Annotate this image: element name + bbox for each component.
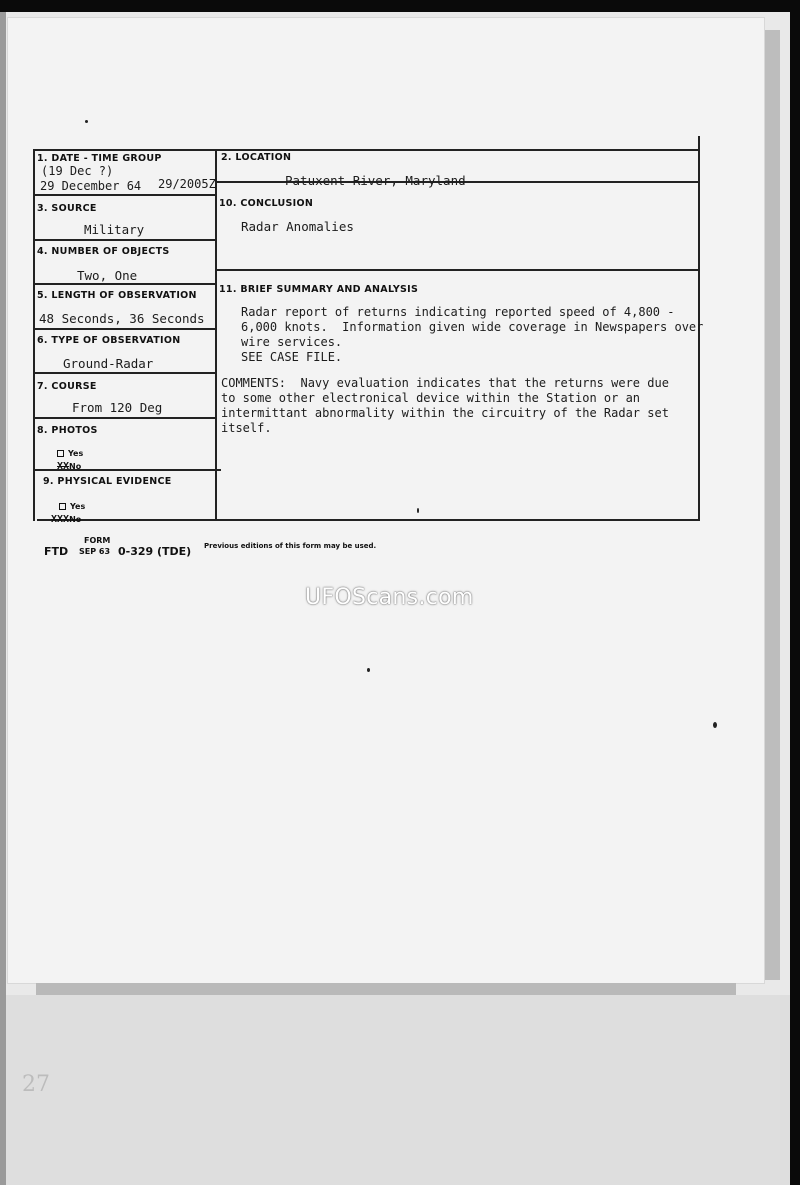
footer-note: Previous editions of this form may be used. [204,542,377,550]
location-value: Patuxent River, Maryland [285,173,466,188]
scan-right-border [790,0,800,1185]
row-line-4 [33,283,216,285]
footer-date: SEP 63 [79,547,111,556]
type-of-observation-value: Ground-Radar [63,356,154,371]
physical-evidence-no-mark: XXX [51,514,70,525]
date-value: 29 December 64 [40,179,142,193]
watermark: UFOScans.com [305,585,474,610]
footer-ftd: FTD [44,545,69,558]
row-line-7 [33,417,216,419]
row-line-1 [33,194,216,196]
source-header: 3. SOURCE [37,203,97,214]
comments-paragraph: COMMENTS: Navy evaluation indicates that the returns were due to some other electronical device within the Station or an intermittant abnormality within the circuitry of the Radar set itself. [221,376,669,435]
row-line-5 [33,328,216,330]
project-record-form [33,136,704,526]
form-top-line [33,149,700,151]
underlying-page [6,995,790,1185]
length-of-observation-header: 5. LENGTH OF OBSERVATION [37,290,197,301]
scan-top-border [0,0,800,12]
conclusion-bottom-line [216,269,700,271]
footer-form-label: FORM [84,536,111,545]
type-of-observation-header: 6. TYPE OF OBSERVATION [37,335,181,346]
physical-evidence-yes-checkbox [59,503,66,510]
time-value: 29/2005Z [158,177,216,191]
sheet-edge-right [762,30,780,980]
summary-paragraph: Radar report of returns indicating reported speed of 4,800 - 6,000 knots. Information given wide coverage in Newspapers over wire services. SEE CASE FILE. [241,305,704,364]
sheet-edge-bottom [36,983,736,995]
source-value: Military [84,222,145,237]
conclusion-header: 10. CONCLUSION [219,198,314,209]
photos-yes-checkbox [57,450,64,457]
physical-evidence-yes-option [59,502,85,511]
row-line-3 [33,239,216,241]
date-time-group-header: 1. DATE - TIME GROUP [37,153,162,164]
footer-form-number: 0-329 (TDE) [118,545,192,558]
faint-bleedthrough: 27 [22,1072,50,1097]
physical-evidence-no-label: No [69,515,82,524]
form-left-line [33,149,35,521]
photos-yes-label: Yes [68,449,84,458]
number-of-objects-header: 4. NUMBER OF OBJECTS [37,246,170,257]
physical-evidence-yes-label: Yes [70,502,86,511]
date-time-group-note: (19 Dec ?) [41,164,114,178]
course-header: 7. COURSE [37,381,97,392]
length-of-observation-value: 48 Seconds, 36 Seconds [39,311,205,326]
dust-speck [417,508,419,513]
conclusion-value: Radar Anomalies [241,219,354,234]
physical-evidence-header: 9. PHYSICAL EVIDENCE [43,476,172,487]
dust-speck [713,722,717,728]
row-line-6 [33,372,216,374]
photos-yes-option [57,449,83,458]
form-bottom-line [37,519,700,521]
number-of-objects-value: Two, One [77,268,138,283]
physical-evidence-no-option [51,514,81,525]
course-value: From 120 Deg [72,400,163,415]
column-divider [215,149,217,521]
photos-no-mark: XX [57,461,70,472]
brief-summary-header: 11. BRIEF SUMMARY AND ANALYSIS [219,284,419,295]
dust-speck [367,668,370,672]
photos-no-option [57,461,81,472]
dust-speck [85,120,88,123]
photos-header: 8. PHOTOS [37,425,98,436]
photos-no-label: No [69,462,82,471]
location-header: 2. LOCATION [221,152,292,163]
